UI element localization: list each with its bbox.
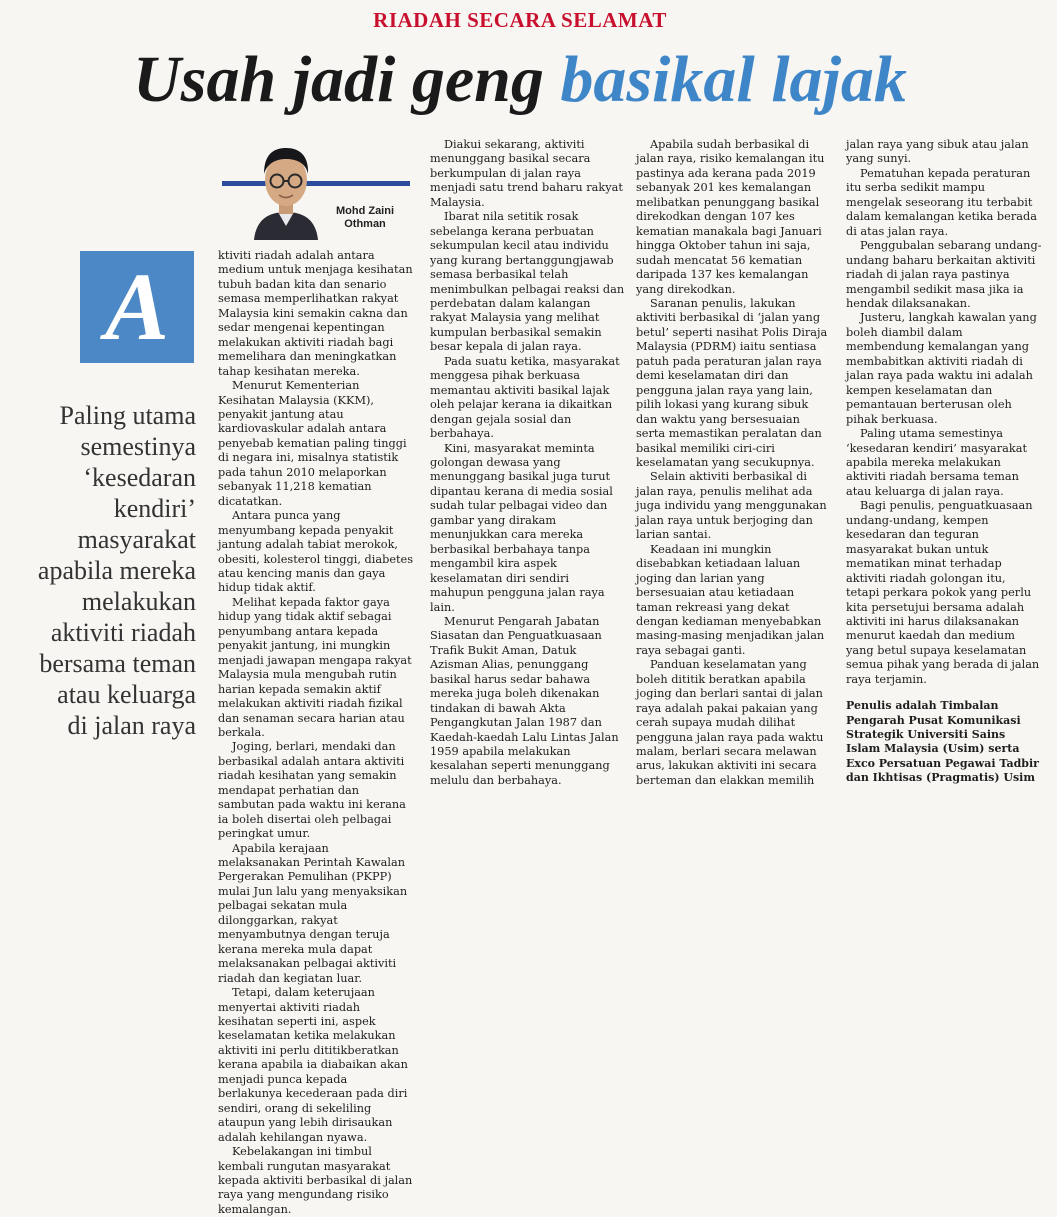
pull-quote-line: kendiri’: [113, 494, 196, 523]
pull-quote-line: bersama teman: [39, 649, 196, 678]
paragraph: Kebelakangan ini timbul kembali rungutan masyarakat kepada aktiviti berbasikal di jalan raya yang mengundang risiko kemalangan.: [218, 1145, 413, 1216]
headline-part1: Usah jadi geng: [133, 43, 544, 116]
paragraph: Panduan keselamatan yang boleh dititik beratkan apabila joging dan berlari santai di jalan raya adalah pakai pakaian yang cerah supaya mudah dilihat pengguna jalan raya pada waktu malam, berlari secara melawan arus, lakukan aktiviti ini secara berteman dan elakkan memilih: [636, 658, 824, 787]
pull-quote-line: melakukan: [81, 587, 196, 616]
drop-cap: A: [80, 251, 194, 363]
paragraph: Penggubalan sebarang undang-undang baharu berkaitan aktiviti riadah di jalan raya pastinya mengambil sedikit masa jika ia hendak dilaksanakan.: [846, 239, 1042, 310]
paragraph: Menurut Kementerian Kesihatan Malaysia (KKM), penyakit jantung atau kardiovaskular adalah antara penyebab kematian paling tinggi di negara ini, misalnya statistik pada tahun 2010 melaporkan sebanyak 11,218 kematian dicatatkan.: [218, 379, 407, 508]
pull-quote-line: apabila mereka: [37, 556, 196, 585]
paragraph: Selain aktiviti berbasikal di jalan raya, penulis melihat ada juga individu yang menggunakan jalan raya untuk berjoging dan larian santai.: [636, 470, 827, 542]
paragraph: Pada suatu ketika, masyarakat menggesa pihak berkuasa memantau aktiviti basikal lajak oleh pelajar kerana ia dikaitkan dengan gejala sosial dan berbahaya.: [430, 354, 620, 441]
article-column-2: [430, 138, 626, 788]
paragraph: Kini, masyarakat meminta golongan dewasa yang menunggang basikal juga turut dipantau kerana di media sosial sudah tular pelbagai video dan gambar yang dirakam menunjukkan cara mereka berbasikal berbahaya tanpa mengambil kira aspek keselamatan diri sendiri mahupun pengguna jalan raya lain.: [430, 441, 613, 614]
author-name-line1: Mohd Zaini: [335, 205, 395, 217]
pull-quote-line: masyarakat: [77, 525, 196, 554]
author-name-line2: Othman: [344, 218, 386, 230]
paragraph: Pematuhan kepada peraturan itu serba sedikit mampu mengelak seseorang itu terbabit dalam kemalangan ketika berada di atas jalan raya.: [846, 166, 1037, 238]
paragraph: jalan raya yang sibuk atau jalan yang sunyi.: [846, 138, 1029, 166]
paragraph: Apabila sudah berbasikal di jalan raya, risiko kemalangan itu pastinya ada kerana pada 2019 sebanyak 201 kes kemalangan melibatkan penunggang basikal direkodkan dengan 107 kes kematian manakala bagi Januari hingga Oktober tahun ini saja, sudah mencatat 56 kematian daripada 137 kes kemalangan yang direkodkan.: [636, 138, 825, 296]
paragraph: Tetapi, dalam keterujaan menyertai aktiviti riadah kesihatan seperti ini, aspek keselamatan ketika melakukan aktiviti ini perlu dititikberatkan kerana apabila ia diabaikan akan menjadi punca kepada berlakunya kecederaan pada diri sendiri, orang di sekeliling ataupun yang lebih dirisaukan adalah kehilangan nyawa.: [218, 986, 408, 1144]
article-column-1: [218, 249, 414, 1217]
paragraph: Menurut Pengarah Jabatan Siasatan dan Penguatkuasaan Trafik Bukit Aman, Datuk Azisman Alias, penunggang basikal harus sedar bahawa mereka juga boleh dikenakan tindakan di bawah Akta Pengangkutan Jalan 1987 dan Kaedah-kaedah Lalu Lintas Jalan 1959 apabila melakukan kesalahan seperti menunggang melulu dan berbahaya.: [430, 614, 619, 787]
paragraph: Joging, berlari, mendaki dan berbasikal adalah antara aktiviti riadah kesihatan yang semakin mendapat perhatian dan sambutan pada waktu ini kerana ia boleh disertai oleh pelbagai peringkat umur.: [218, 740, 406, 841]
paragraph: Apabila kerajaan melaksanakan Perintah Kawalan Pergerakan Pemulihan (PKPP) mulai Jun lalu yang menyaksikan pelbagai sekatan mula dilonggarkan, rakyat menyambutnya dengan teruja kerana mereka mula dapat melaksanakan pelbagai aktiviti riadah dan kegiatan luar.: [218, 841, 408, 985]
paragraph: Melihat kepada faktor gaya hidup yang tidak aktif sebagai penyumbang antara kepada penyakit jantung, ini mungkin menjadi jawapan mengapa rakyat Malaysia mula mengubah rutin harian kepada semakin aktif melakukan aktiviti riadah fizikal dan senaman secara harian atau berkala.: [218, 595, 412, 739]
article-column-4: [846, 138, 1042, 786]
section-kicker: RIADAH SECARA SELAMAT: [373, 8, 667, 32]
headline: [0, 38, 1040, 122]
pull-quote-line: di jalan raya: [67, 711, 196, 740]
paragraph: Keadaan ini mungkin disebabkan ketiadaan laluan joging dan larian yang bersesuaian atau ketiadaan taman rekreasi yang dekat dengan kediaman menyebabkan masing-masing menjadikan jalan raya sebagai ganti.: [636, 542, 825, 657]
headline-part2: basikal lajak: [560, 43, 907, 116]
paragraph: Justeru, langkah kawalan yang boleh diambil dalam membendung kemalangan yang membabitkan aktiviti riadah di jalan raya pada waktu ini adalah kempen keselamatan dan pemantauan berterusan oleh pihak berkuasa.: [846, 311, 1037, 426]
author-name: [318, 205, 412, 231]
pull-quote-line: semestinya: [80, 432, 196, 461]
paragraph: ktiviti riadah adalah antara medium untuk menjaga kesihatan tubuh badan kita dan senario semasa memperlihatkan rakyat Malaysia kini semakin cakna dan sedar mengenai kepentingan melakukan aktiviti riadah bagi memelihara dan meningkatkan tahap kesihatan mereka.: [218, 249, 413, 378]
author-bio: Penulis adalah Timbalan Pengarah Pusat Komunikasi Strategik Universiti Sains Islam Malaysia (Usim) serta Exco Persatuan Pegawai Tadbir dan Ikhtisas (Pragmatis) Usim: [846, 699, 1039, 785]
pull-quote-line: Paling utama: [59, 401, 196, 430]
paragraph: Bagi penulis, penguatkuasaan undang-undang, kempen kesedaran dan teguran masyarakat bukan untuk mematikan minat terhadap aktiviti riadah golongan itu, tetapi perkara pokok yang perlu kita persetujui bersama adalah aktiviti ini harus dilaksanakan menurut kaedah dan medium yang betul supaya keselamatan semua pihak yang berada di jalan raya terjamin.: [846, 499, 1040, 686]
pull-quote-line: aktiviti riadah: [50, 618, 196, 647]
article-column-3: [636, 138, 832, 788]
paragraph: Antara punca yang menyumbang kepada penyakit jantung adalah tabiat merokok, obesiti, kolesterol tinggi, diabetes atau kencing manis dan gaya hidup tidak aktif.: [218, 509, 414, 595]
pull-quote-line: atau keluarga: [57, 680, 196, 709]
paragraph: Paling utama semestinya ‘kesedaran kendiri’ masyarakat apabila mereka melakukan aktiviti riadah bersama teman atau keluarga di jalan raya.: [846, 427, 1028, 498]
author-photo: [248, 142, 324, 240]
pull-quote: [14, 400, 196, 741]
pull-quote-line: ‘kesedaran: [83, 463, 196, 492]
paragraph: Saranan penulis, lakukan aktiviti berbasikal di ‘jalan yang betul’ seperti nasihat Polis Diraja Malaysia (PDRM) iaitu sentiasa patuh pada peraturan jalan raya demi keselamatan diri dan pengguna jalan raya yang lain, pilih lokasi yang kurang sibuk dan waktu yang bersesuaian serta memastikan peralatan dan basikal memiliki ciri-ciri keselamatan yang secukupnya.: [636, 296, 828, 469]
paragraph: Diakui sekarang, aktiviti menunggang basikal secara berkumpulan di jalan raya menjadi satu trend baharu rakyat Malaysia.: [430, 138, 623, 209]
paragraph: Ibarat nila setitik rosak sebelanga kerana perbuatan sekumpulan kecil atau individu yang kurang bertanggungjawab semasa berbasikal telah menimbulkan pelbagai reaksi dan perdebatan dalam kalangan rakyat Malaysia yang melihat kumpulan berbasikal semakin besar kepala di jalan raya.: [430, 210, 625, 354]
